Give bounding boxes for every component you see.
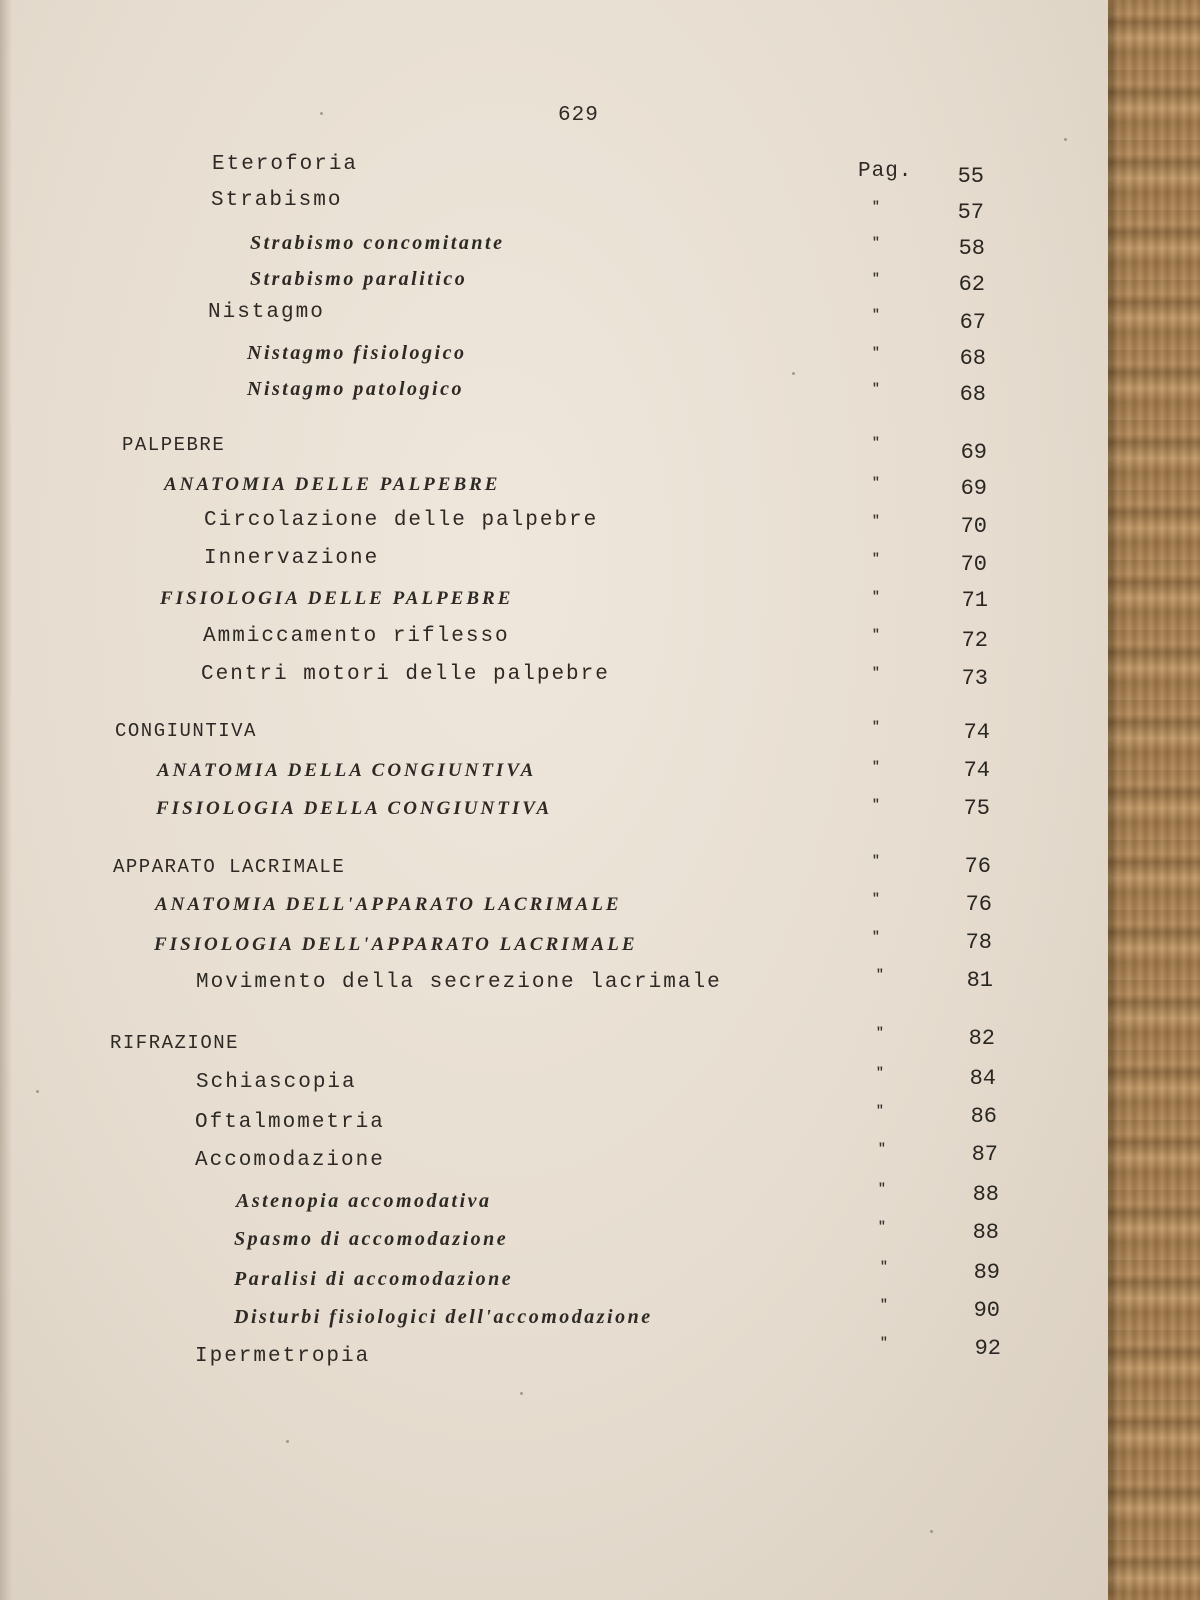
toc-entry-title: Strabismo concomitante (250, 232, 505, 254)
toc-entry-page: 70 (960, 552, 987, 577)
toc-entry (0, 186, 1000, 225)
ditto-mark: " (872, 853, 880, 868)
ditto-mark: " (878, 1141, 886, 1156)
toc-entry-page: 92 (974, 1336, 1001, 1361)
toc-entry-title: Spasmo di accomodazione (234, 1228, 509, 1250)
toc-entry (0, 1181, 1000, 1216)
ditto-mark: " (872, 475, 880, 490)
toc-entry-page: 71 (961, 588, 988, 613)
toc-entry (0, 506, 1000, 539)
ditto-mark: " (872, 627, 880, 642)
ditto-mark: " (872, 345, 880, 360)
toc-entry-title: APPARATO LACRIMALE (113, 856, 346, 878)
toc-entry-title: Oftalmometria (195, 1111, 385, 1134)
toc-entry-title: Ammiccamento riflesso (203, 625, 510, 648)
ditto-mark: " (872, 891, 880, 906)
toc-entry-page: 69 (960, 476, 987, 501)
toc-entry-title: Astenopia accomodativa (236, 1190, 492, 1212)
toc-entry (0, 374, 1000, 407)
toc-entry (0, 622, 1000, 652)
ditto-mark: " (872, 719, 880, 734)
toc-entry-title: Paralisi di accomodazione (234, 1268, 514, 1290)
toc-entry (0, 584, 1000, 614)
toc-entry (0, 298, 1000, 335)
toc-entry-title: Schiascopia (196, 1071, 357, 1094)
page-number: 629 (558, 104, 599, 127)
toc-entry (0, 1259, 1000, 1294)
toc-section (0, 430, 1000, 465)
toc-entry (0, 756, 1000, 786)
ditto-mark: " (876, 1065, 884, 1080)
toc-entry-title: Circolazione delle palpebre (204, 509, 599, 532)
toc-entry (0, 544, 1000, 577)
ditto-mark: " (878, 1219, 886, 1234)
toc-entry-page: 74 (963, 720, 990, 745)
toc-entry-title: Nistagmo patologico (247, 378, 464, 400)
toc-entry-title: FISIOLOGIA DELL'APPARATO LACRIMALE (154, 934, 638, 955)
toc-entry (0, 1219, 1000, 1254)
toc-entry-title: CONGIUNTIVA (115, 720, 257, 742)
toc-entry-title: ANATOMIA DELLE PALPEBRE (164, 474, 501, 495)
toc-entry (0, 660, 1000, 690)
ditto-mark: " (872, 199, 880, 214)
toc-entry-page: 76 (965, 892, 992, 917)
toc-entry-title: Movimento della secrezione lacrimale (196, 971, 722, 994)
toc-entry-page: 88 (972, 1182, 999, 1207)
ditto-mark: " (872, 435, 880, 450)
ditto-mark: " (872, 929, 880, 944)
toc-entry-page: 57 (957, 200, 984, 225)
toc-entry-page: 58 (958, 236, 985, 261)
toc-entry-page: 81 (966, 968, 993, 993)
toc-entry-title: Nistagmo fisiologico (247, 342, 467, 364)
toc-entry-page: 68 (959, 346, 986, 371)
toc-entry-page: 78 (965, 930, 992, 955)
ditto-mark: " (872, 551, 880, 566)
toc-entry-title: Accomodazione (195, 1149, 385, 1172)
toc-entry (0, 1297, 1000, 1332)
toc-entry-title: Strabismo paralitico (250, 268, 468, 290)
toc-entry-page: 86 (970, 1104, 997, 1129)
toc-entry-page: 84 (969, 1066, 996, 1091)
toc-entry-title: Disturbi fisiologici dell'accomodazione (234, 1306, 653, 1328)
ditto-mark: " (872, 759, 880, 774)
toc-entry-title: Eteroforia (212, 153, 359, 176)
toc-entry (0, 794, 1000, 824)
toc-entry-title: ANATOMIA DELL'APPARATO LACRIMALE (155, 894, 622, 915)
ditto-mark: " (876, 967, 884, 982)
ditto-mark: " (872, 381, 880, 396)
ditto-mark: " (872, 235, 880, 250)
toc-section (0, 1025, 1000, 1058)
toc-entry-title: Centri motori delle palpebre (201, 663, 610, 686)
toc-entry-page: 89 (973, 1260, 1000, 1285)
ditto-mark: " (876, 1025, 884, 1040)
toc-entry-title: Strabismo (211, 189, 343, 212)
toc-entry-page: 88 (972, 1220, 999, 1245)
toc-entry-title: Nistagmo (208, 301, 325, 324)
toc-entry-title: FISIOLOGIA DELLA CONGIUNTIVA (156, 798, 553, 819)
toc-entry (0, 1335, 1001, 1372)
ditto-mark: " (872, 797, 880, 812)
toc-entry (0, 470, 1000, 500)
toc-entry-page: 74 (963, 758, 990, 783)
toc-entry-page: 73 (961, 666, 988, 691)
ditto-mark: " (880, 1259, 888, 1274)
ditto-mark: " (872, 271, 880, 286)
toc-entry-title: Innervazione (204, 547, 380, 570)
toc-entry-page: 72 (961, 628, 988, 653)
toc-entry-title: Ipermetropia (195, 1345, 371, 1368)
ditto-mark: " (880, 1297, 888, 1312)
toc-entry (0, 150, 1000, 189)
toc-entry-title: RIFRAZIONE (110, 1032, 240, 1054)
toc-entry-page: 82 (968, 1026, 995, 1051)
toc-entry-page: 76 (964, 854, 991, 879)
toc-entry-page: 70 (960, 514, 987, 539)
ditto-mark: " (880, 1335, 888, 1350)
ditto-mark: " (878, 1181, 886, 1196)
toc-section (0, 852, 1000, 882)
ditto-mark: " (872, 307, 880, 322)
toc-entry-title: PALPEBRE (122, 434, 226, 456)
toc-entry (0, 1065, 1000, 1098)
toc-entry-page: 75 (963, 796, 990, 821)
toc-entry (0, 968, 1000, 998)
toc-entry (0, 890, 1000, 920)
toc-entry-page: 90 (973, 1298, 1000, 1323)
toc-entry (0, 338, 1000, 371)
ditto-mark: " (876, 1103, 884, 1118)
ditto-mark: " (872, 513, 880, 528)
toc-entry-page: 62 (958, 272, 985, 297)
toc-entry-title: FISIOLOGIA DELLE PALPEBRE (160, 588, 514, 609)
toc-entry (0, 1141, 1000, 1176)
toc-entry-title: ANATOMIA DELLA CONGIUNTIVA (157, 760, 537, 781)
toc-entry-page: 69 (960, 440, 987, 465)
toc-entry (0, 1103, 1000, 1138)
toc-section (0, 716, 1000, 746)
ditto-mark: " (872, 589, 880, 604)
toc-entry-page: 68 (959, 382, 986, 407)
toc-entry-page: 55 (957, 164, 984, 189)
ditto-mark: " (872, 665, 880, 680)
toc-entry (0, 228, 1000, 261)
pag-column-label: Pag. (858, 160, 913, 183)
toc-entry (0, 930, 1000, 960)
toc-entry-page: 87 (971, 1142, 998, 1167)
toc-entry (0, 264, 1000, 297)
toc-entry-page: 67 (959, 310, 986, 335)
